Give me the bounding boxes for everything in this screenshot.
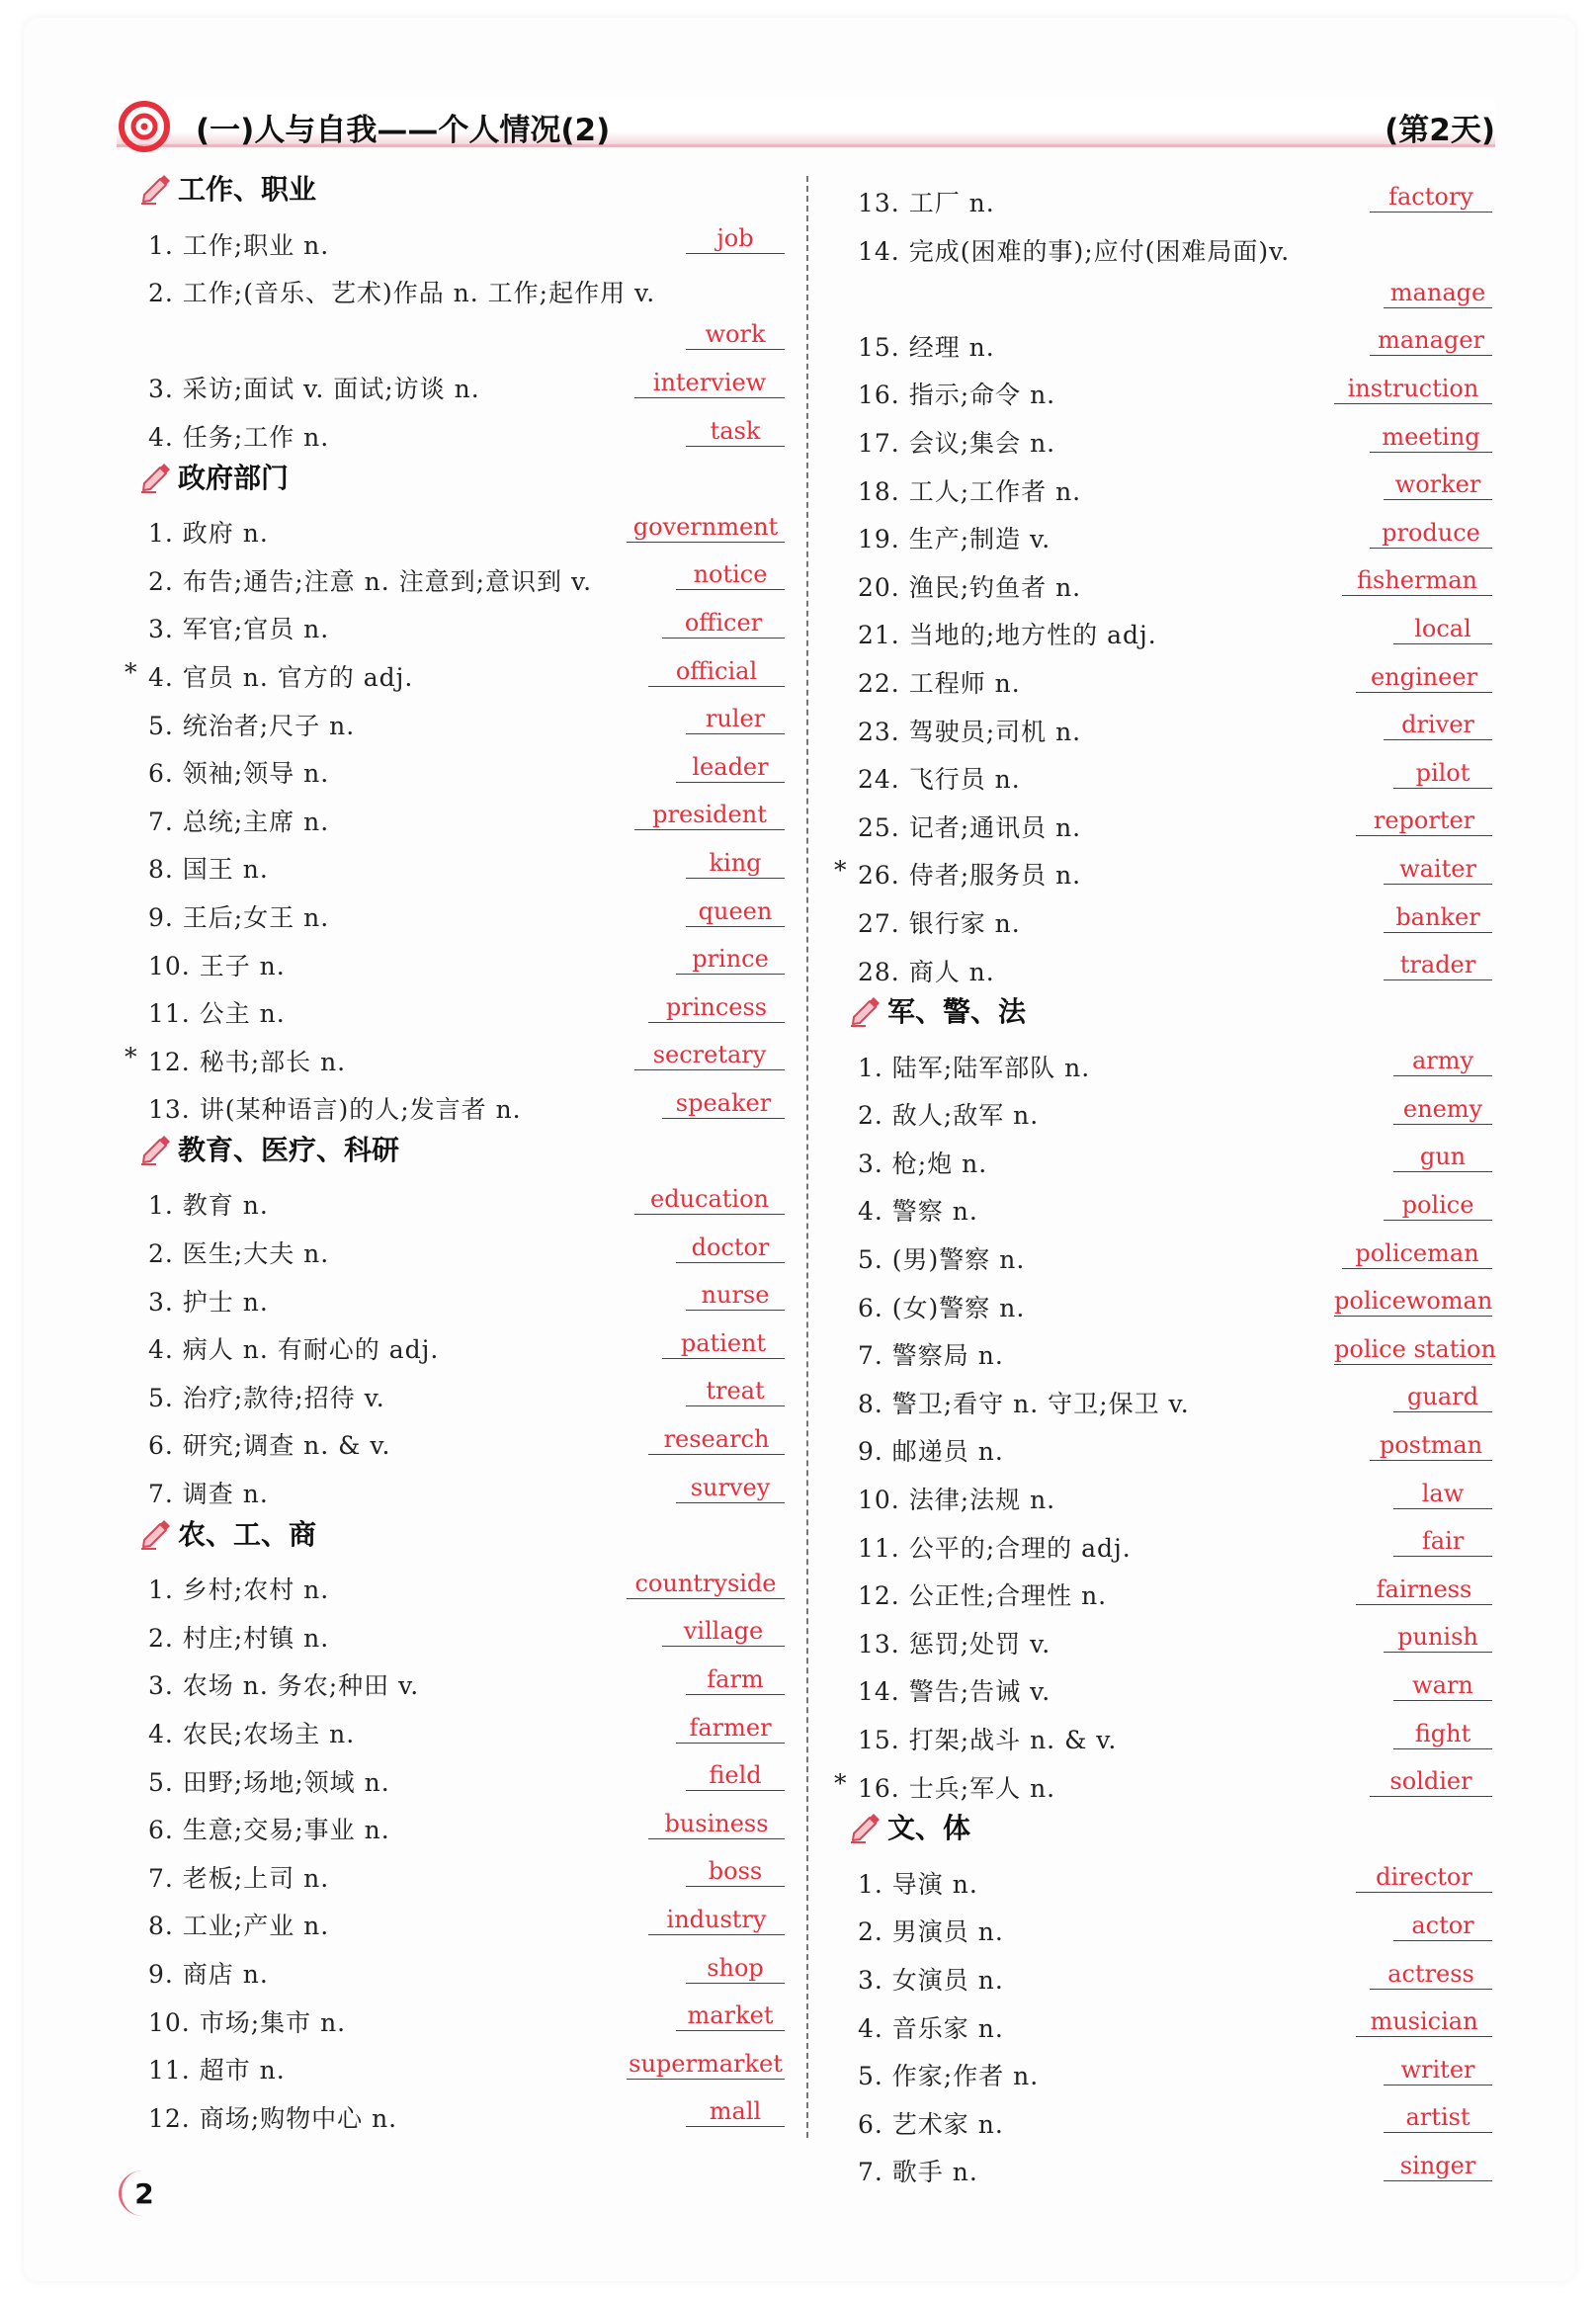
- vocab-entry: [848, 602, 1492, 650]
- answer-blank[interactable]: banker: [1384, 900, 1492, 933]
- answer-blank[interactable]: industry: [648, 1903, 785, 1935]
- entry-definition: 2. 男演员 n.: [858, 1917, 1004, 1947]
- vocab-entry: [848, 2091, 1492, 2140]
- entry-definition: 10. 王子 n.: [148, 951, 286, 980]
- entry-definition: 2. 村庄;村镇 n.: [148, 1623, 330, 1653]
- answer-blank[interactable]: police: [1384, 1188, 1492, 1221]
- star-marker: *: [834, 1768, 847, 1798]
- answer-blank[interactable]: pilot: [1393, 756, 1492, 789]
- entry-definition: 2. 工作;(音乐、艺术)作品 n. 工作;起作用 v.: [148, 279, 656, 308]
- vocab-entry: [138, 693, 785, 741]
- vocab-entry: [848, 1659, 1492, 1707]
- section-heading: [138, 1509, 785, 1558]
- answer-blank[interactable]: warn: [1393, 1668, 1492, 1701]
- answer-blank[interactable]: director: [1356, 1860, 1492, 1893]
- entry-definition: 8. 警卫;看守 n. 守卫;保卫 v.: [858, 1389, 1190, 1418]
- vocab-entry: [848, 1899, 1492, 1947]
- entry-definition: 8. 国王 n.: [148, 855, 269, 885]
- vocab-entry: [848, 1082, 1492, 1131]
- entry-definition: 22. 工程师 n.: [858, 668, 1021, 698]
- section-heading: [138, 453, 785, 501]
- answer-blank[interactable]: local: [1393, 612, 1492, 644]
- answer-blank[interactable]: army: [1393, 1044, 1492, 1076]
- vocab-entry: [848, 699, 1492, 747]
- answer-blank[interactable]: fight: [1393, 1717, 1492, 1749]
- vocab-entry: [834, 842, 1492, 891]
- answer-blank[interactable]: musician: [1356, 2004, 1492, 2037]
- answer-blank[interactable]: education: [634, 1182, 785, 1215]
- answer-blank[interactable]: boss: [686, 1854, 785, 1887]
- answer-blank[interactable]: interview: [634, 366, 785, 398]
- entry-definition: 3. 采访;面试 v. 面试;访谈 n.: [148, 375, 480, 404]
- entry-definition: 19. 生产;制造 v.: [858, 525, 1051, 554]
- entry-definition: 6. 领袖;领导 n.: [148, 759, 330, 789]
- entry-definition: 12. 公正性;合理性 n.: [858, 1581, 1108, 1611]
- answer-blank[interactable]: instruction: [1334, 372, 1492, 404]
- answer-blank[interactable]: work: [686, 317, 785, 350]
- answer-blank[interactable]: village: [662, 1614, 785, 1647]
- vocab-entry: [848, 795, 1492, 843]
- entry-definition: 12. 商场;购物中心 n.: [148, 2103, 398, 2133]
- page-number: 2: [119, 2170, 167, 2216]
- entry-definition: 24. 飞行员 n.: [858, 765, 1021, 795]
- answer-blank[interactable]: soldier: [1370, 1764, 1492, 1797]
- entry-definition: 7. 歌手 n.: [858, 2158, 978, 2187]
- pencil-icon: [848, 1810, 882, 1843]
- vocab-entry: [138, 1317, 785, 1365]
- answer-blank[interactable]: notice: [676, 557, 785, 590]
- answer-blank[interactable]: supermarket: [627, 2047, 785, 2080]
- section-title: 农、工、商: [178, 1517, 317, 1551]
- entry-definition: 16. 指示;命令 n.: [858, 381, 1056, 410]
- entry-definition: 4. 音乐家 n.: [858, 2013, 1004, 2043]
- entry-definition: 3. 枪;炮 n.: [858, 1149, 988, 1178]
- page-title: (一)人与自我——个人情况(2): [196, 113, 611, 148]
- vocab-entry: [848, 1275, 1492, 1323]
- answer-blank[interactable]: research: [648, 1422, 785, 1455]
- vocab-entry: [138, 1653, 785, 1701]
- answer-blank[interactable]: queen: [686, 894, 785, 927]
- entry-definition: 14. 警告;告诫 v.: [858, 1677, 1051, 1707]
- entry-definition: 4. 任务;工作 n.: [148, 422, 330, 452]
- entry-definition: 15. 经理 n.: [858, 332, 995, 362]
- answer-blank[interactable]: king: [686, 846, 785, 879]
- vocab-entry: [848, 1371, 1492, 1419]
- entry-definition: 1. 政府 n.: [148, 519, 269, 549]
- target-logo-icon: [119, 101, 170, 152]
- column-divider: [806, 176, 808, 2138]
- vocab-entry: [138, 836, 785, 885]
- answer-blank[interactable]: police station: [1334, 1332, 1492, 1365]
- answer-blank[interactable]: task: [686, 414, 785, 447]
- vocab-entry: [138, 1557, 785, 1605]
- answer-blank[interactable]: survey: [676, 1471, 785, 1503]
- vocab-entry: [138, 1893, 785, 1941]
- answer-blank[interactable]: president: [634, 798, 785, 830]
- answer-blank[interactable]: official: [648, 654, 785, 687]
- vocab-entry: [138, 885, 785, 933]
- entry-definition: 2. 布告;通告;注意 n. 注意到;意识到 v.: [148, 566, 593, 596]
- pencil-icon: [138, 460, 172, 493]
- answer-blank[interactable]: fisherman: [1342, 563, 1492, 596]
- answer-blank[interactable]: field: [686, 1758, 785, 1791]
- vocab-entry: [848, 1322, 1496, 1371]
- answer-blank[interactable]: nurse: [686, 1278, 785, 1311]
- entry-definition: 7. 警察局 n.: [858, 1341, 1004, 1371]
- vocab-entry: [138, 1701, 785, 1749]
- entry-definition: 1. 陆军;陆军部队 n.: [858, 1053, 1091, 1082]
- entry-definition: 5. (男)警察 n.: [858, 1245, 1026, 1275]
- vocab-entry: [138, 1172, 785, 1221]
- entry-definition: 8. 工业;产业 n.: [148, 1912, 330, 1941]
- vocab-entry: [848, 1611, 1492, 1660]
- section-heading: [848, 986, 1492, 1035]
- vocab-entry: [848, 1467, 1492, 1515]
- vocab-entry: [848, 650, 1492, 699]
- vocab-entry: [138, 213, 785, 261]
- section-heading: [848, 1803, 1492, 1851]
- vocab-entry: [138, 1845, 785, 1894]
- vocab-entry: [138, 2037, 785, 2085]
- answer-blank[interactable]: policewoman: [1334, 1284, 1492, 1317]
- answer-blank[interactable]: singer: [1384, 2149, 1492, 2181]
- answer-blank[interactable]: secretary: [634, 1038, 785, 1070]
- left-column: [125, 164, 785, 2133]
- answer-blank[interactable]: countryside: [627, 1567, 785, 1599]
- vocab-entry: [138, 1269, 785, 1318]
- entry-definition: 4. 病人 n. 有耐心的 adj.: [148, 1335, 440, 1365]
- answer-blank[interactable]: law: [1393, 1477, 1492, 1509]
- entry-definition: 4. 警察 n.: [858, 1197, 978, 1227]
- answer-blank[interactable]: doctor: [676, 1231, 785, 1263]
- entry-definition: 5. 治疗;款待;招待 v.: [148, 1383, 385, 1412]
- vocab-entry: [848, 1178, 1492, 1227]
- entry-definition: 20. 渔民;钓鱼者 n.: [858, 572, 1082, 602]
- vocab-entry: [848, 459, 1492, 507]
- entry-definition: 6. 艺术家 n.: [858, 2109, 1004, 2139]
- entry-definition: 7. 调查 n.: [148, 1480, 269, 1509]
- answer-blank[interactable]: farmer: [676, 1711, 785, 1744]
- vocab-entry: [138, 1076, 785, 1125]
- section-title: 教育、医疗、科研: [178, 1134, 400, 1167]
- entry-definition: 12. 秘书;部长 n.: [148, 1047, 347, 1076]
- answer-blank[interactable]: manager: [1370, 323, 1492, 356]
- vocab-entry: [138, 1461, 785, 1509]
- section-heading: [138, 1125, 785, 1173]
- answer-blank[interactable]: actor: [1393, 1909, 1492, 1941]
- pencil-icon: [138, 1516, 172, 1550]
- entry-definition: 6. 生意;交易;事业 n.: [148, 1816, 390, 1845]
- answer-blank[interactable]: market: [676, 1999, 785, 2031]
- entry-definition: 9. 商店 n.: [148, 1959, 269, 1989]
- entry-definition: 7. 总统;主席 n.: [148, 807, 330, 836]
- vocab-entry: [138, 1941, 785, 1990]
- entry-definition: 18. 工人;工作者 n.: [858, 476, 1082, 506]
- vocab-entry: [848, 2139, 1492, 2187]
- answer-blank[interactable]: enemy: [1393, 1092, 1492, 1125]
- vocab-entry: [138, 404, 785, 453]
- vocab-entry: [848, 506, 1492, 554]
- section-heading: [138, 164, 785, 213]
- answer-blank[interactable]: ruler: [686, 702, 785, 734]
- entry-definition: 5. 作家;作者 n.: [858, 2062, 1040, 2091]
- day-label: (第2天): [1385, 113, 1495, 148]
- answer-blank[interactable]: treat: [686, 1374, 785, 1406]
- answer-blank[interactable]: mall: [686, 2094, 785, 2127]
- answer-blank[interactable]: trader: [1384, 948, 1492, 980]
- vocab-entry: [138, 933, 785, 981]
- vocab-entry: [138, 1990, 785, 2038]
- vocab-entry: [138, 1365, 785, 1413]
- entry-definition: 16. 士兵;军人 n.: [858, 1773, 1056, 1803]
- answer-blank[interactable]: meeting: [1370, 420, 1492, 453]
- section-title: 军、警、法: [887, 995, 1027, 1029]
- answer-blank[interactable]: punish: [1384, 1620, 1492, 1653]
- vocab-entry: [848, 1996, 1492, 2044]
- vocab-entry: [138, 980, 785, 1029]
- vocab-entry: [848, 1563, 1492, 1611]
- star-marker: *: [125, 657, 137, 687]
- entry-definition: 13. 讲(某种语言)的人;发言者 n.: [148, 1095, 522, 1125]
- star-marker: *: [834, 856, 847, 886]
- vocab-entry: [138, 1749, 785, 1798]
- vocab-entry: [138, 500, 785, 549]
- vocab-entry: [834, 1755, 1492, 1804]
- vocab-entry: [848, 1515, 1492, 1564]
- entry-definition: 4. 官员 n. 官方的 adj.: [148, 662, 414, 692]
- answer-blank[interactable]: fairness: [1356, 1573, 1492, 1605]
- answer-blank[interactable]: farm: [686, 1662, 785, 1695]
- section-title: 政府部门: [178, 461, 290, 494]
- entry-definition: 5. 田野;场地;领域 n.: [148, 1767, 390, 1797]
- pencil-icon: [848, 993, 882, 1027]
- entry-definition: 13. 工厂 n.: [858, 189, 995, 217]
- entry-definition: 1. 乡村;农村 n.: [148, 1575, 330, 1605]
- vocab-entry: [138, 356, 785, 404]
- vocab-entry: [125, 644, 785, 693]
- entry-definition: 1. 教育 n.: [148, 1191, 269, 1221]
- entry-definition: 11. 超市 n.: [148, 2056, 286, 2085]
- answer-blank[interactable]: artist: [1384, 2100, 1492, 2133]
- vocab-entry: [848, 362, 1492, 410]
- answer-blank[interactable]: worker: [1384, 468, 1492, 500]
- entry-definition: 10. 市场;集市 n.: [148, 2007, 347, 2037]
- vocab-entry: [138, 740, 785, 789]
- entry-definition: 2. 敌人;敌军 n.: [858, 1101, 1040, 1131]
- entry-definition: 25. 记者;通讯员 n.: [858, 812, 1082, 842]
- entry-definition: 3. 农场 n. 务农;种田 v.: [148, 1671, 420, 1701]
- entry-definition: 9. 邮递员 n.: [858, 1437, 1004, 1467]
- vocab-entry: [848, 1707, 1492, 1755]
- entry-definition: 28. 商人 n.: [858, 957, 995, 986]
- vocab-entry: [848, 554, 1492, 603]
- answer-blank[interactable]: princess: [648, 990, 785, 1023]
- entry-definition: 17. 会议;集会 n.: [858, 428, 1056, 458]
- vocab-entry: [138, 1221, 785, 1269]
- vocab-entry: [848, 1131, 1492, 1179]
- entry-definition: 3. 军官;官员 n.: [148, 615, 330, 644]
- vocab-entry: [848, 218, 1492, 314]
- entry-definition: 1. 导演 n.: [858, 1869, 978, 1899]
- entry-definition: 1. 工作;职业 n.: [148, 230, 330, 260]
- section-title: 工作、职业: [178, 173, 317, 207]
- vocab-entry: [848, 746, 1492, 795]
- answer-blank[interactable]: leader: [676, 750, 785, 783]
- star-marker: *: [125, 1042, 137, 1071]
- answer-blank[interactable]: produce: [1370, 516, 1492, 549]
- answer-blank[interactable]: factory: [1370, 180, 1492, 213]
- vocab-entry: [848, 314, 1492, 363]
- vocab-entry: [138, 260, 785, 356]
- entry-definition: 15. 打架;战斗 n. & v.: [858, 1726, 1118, 1754]
- entry-definition: 13. 惩罚;处罚 v.: [858, 1629, 1051, 1659]
- entry-definition: 3. 女演员 n.: [858, 1965, 1004, 1995]
- answer-blank[interactable]: writer: [1384, 2053, 1492, 2085]
- entry-definition: 3. 护士 n.: [148, 1287, 269, 1317]
- vocab-entry: [848, 2043, 1492, 2091]
- answer-blank[interactable]: job: [686, 221, 785, 254]
- vocab-entry: [848, 170, 1492, 218]
- vocab-entry: [848, 1851, 1492, 1900]
- entry-definition: 7. 老板;上司 n.: [148, 1863, 330, 1893]
- entry-definition: 26. 侍者;服务员 n.: [858, 861, 1082, 891]
- answer-blank[interactable]: actress: [1370, 1957, 1492, 1990]
- answer-blank[interactable]: postman: [1370, 1428, 1492, 1461]
- vocab-entry: [138, 2085, 785, 2134]
- pencil-icon: [138, 171, 172, 205]
- entry-definition: 2. 医生;大夫 n.: [148, 1239, 330, 1269]
- answer-blank[interactable]: reporter: [1356, 804, 1492, 836]
- entry-definition: 14. 完成(困难的事);应付(困难局面)v.: [858, 236, 1291, 266]
- answer-blank[interactable]: prince: [676, 942, 785, 975]
- vocab-entry: [848, 1418, 1492, 1467]
- vocab-entry: [848, 1035, 1492, 1083]
- vocab-entry: [138, 1605, 785, 1654]
- entry-definition: 6. (女)警察 n.: [858, 1293, 1026, 1322]
- vocab-entry: [848, 891, 1492, 939]
- vocab-entry: [138, 1412, 785, 1461]
- vocab-entry: [138, 596, 785, 644]
- section-title: 文、体: [887, 1812, 971, 1845]
- answer-blank[interactable]: gun: [1393, 1140, 1492, 1172]
- answer-blank[interactable]: waiter: [1384, 852, 1492, 885]
- vocab-entry: [848, 1227, 1492, 1275]
- answer-blank[interactable]: business: [648, 1807, 785, 1839]
- answer-blank[interactable]: policeman: [1342, 1236, 1492, 1269]
- vocab-entry: [848, 410, 1492, 459]
- entry-definition: 27. 银行家 n.: [858, 908, 1021, 938]
- right-column: [834, 170, 1496, 2187]
- answer-blank[interactable]: fair: [1393, 1524, 1492, 1557]
- vocab-entry: [138, 549, 785, 597]
- answer-blank[interactable]: shop: [686, 1951, 785, 1984]
- answer-blank[interactable]: driver: [1384, 708, 1492, 740]
- answer-blank[interactable]: patient: [662, 1326, 785, 1359]
- entry-definition: 23. 驾驶员;司机 n.: [858, 717, 1082, 746]
- entry-definition: 5. 统治者;尺子 n.: [148, 711, 356, 740]
- entry-definition: 6. 研究;调查 n. & v.: [148, 1431, 391, 1461]
- vocab-entry: [848, 939, 1492, 987]
- vocab-entry: [138, 789, 785, 837]
- answer-blank[interactable]: government: [627, 510, 785, 543]
- entry-definition: 11. 公平的;合理的 adj.: [858, 1533, 1132, 1563]
- answer-blank[interactable]: manage: [1384, 276, 1492, 308]
- entry-definition: 4. 农民;农场主 n.: [148, 1720, 356, 1748]
- answer-blank[interactable]: guard: [1393, 1380, 1492, 1412]
- answer-blank[interactable]: speaker: [662, 1086, 785, 1119]
- vocab-entry: [138, 1797, 785, 1845]
- vocab-entry: [848, 1947, 1492, 1996]
- entry-definition: 10. 法律;法规 n.: [858, 1486, 1056, 1515]
- vocab-entry: [125, 1029, 785, 1077]
- entry-definition: 11. 公主 n.: [148, 999, 286, 1029]
- entry-definition: 9. 王后;女王 n.: [148, 902, 330, 932]
- answer-blank[interactable]: officer: [662, 606, 785, 638]
- answer-blank[interactable]: engineer: [1356, 660, 1492, 693]
- entry-definition: 21. 当地的;地方性的 adj.: [858, 621, 1157, 650]
- pencil-icon: [138, 1132, 172, 1165]
